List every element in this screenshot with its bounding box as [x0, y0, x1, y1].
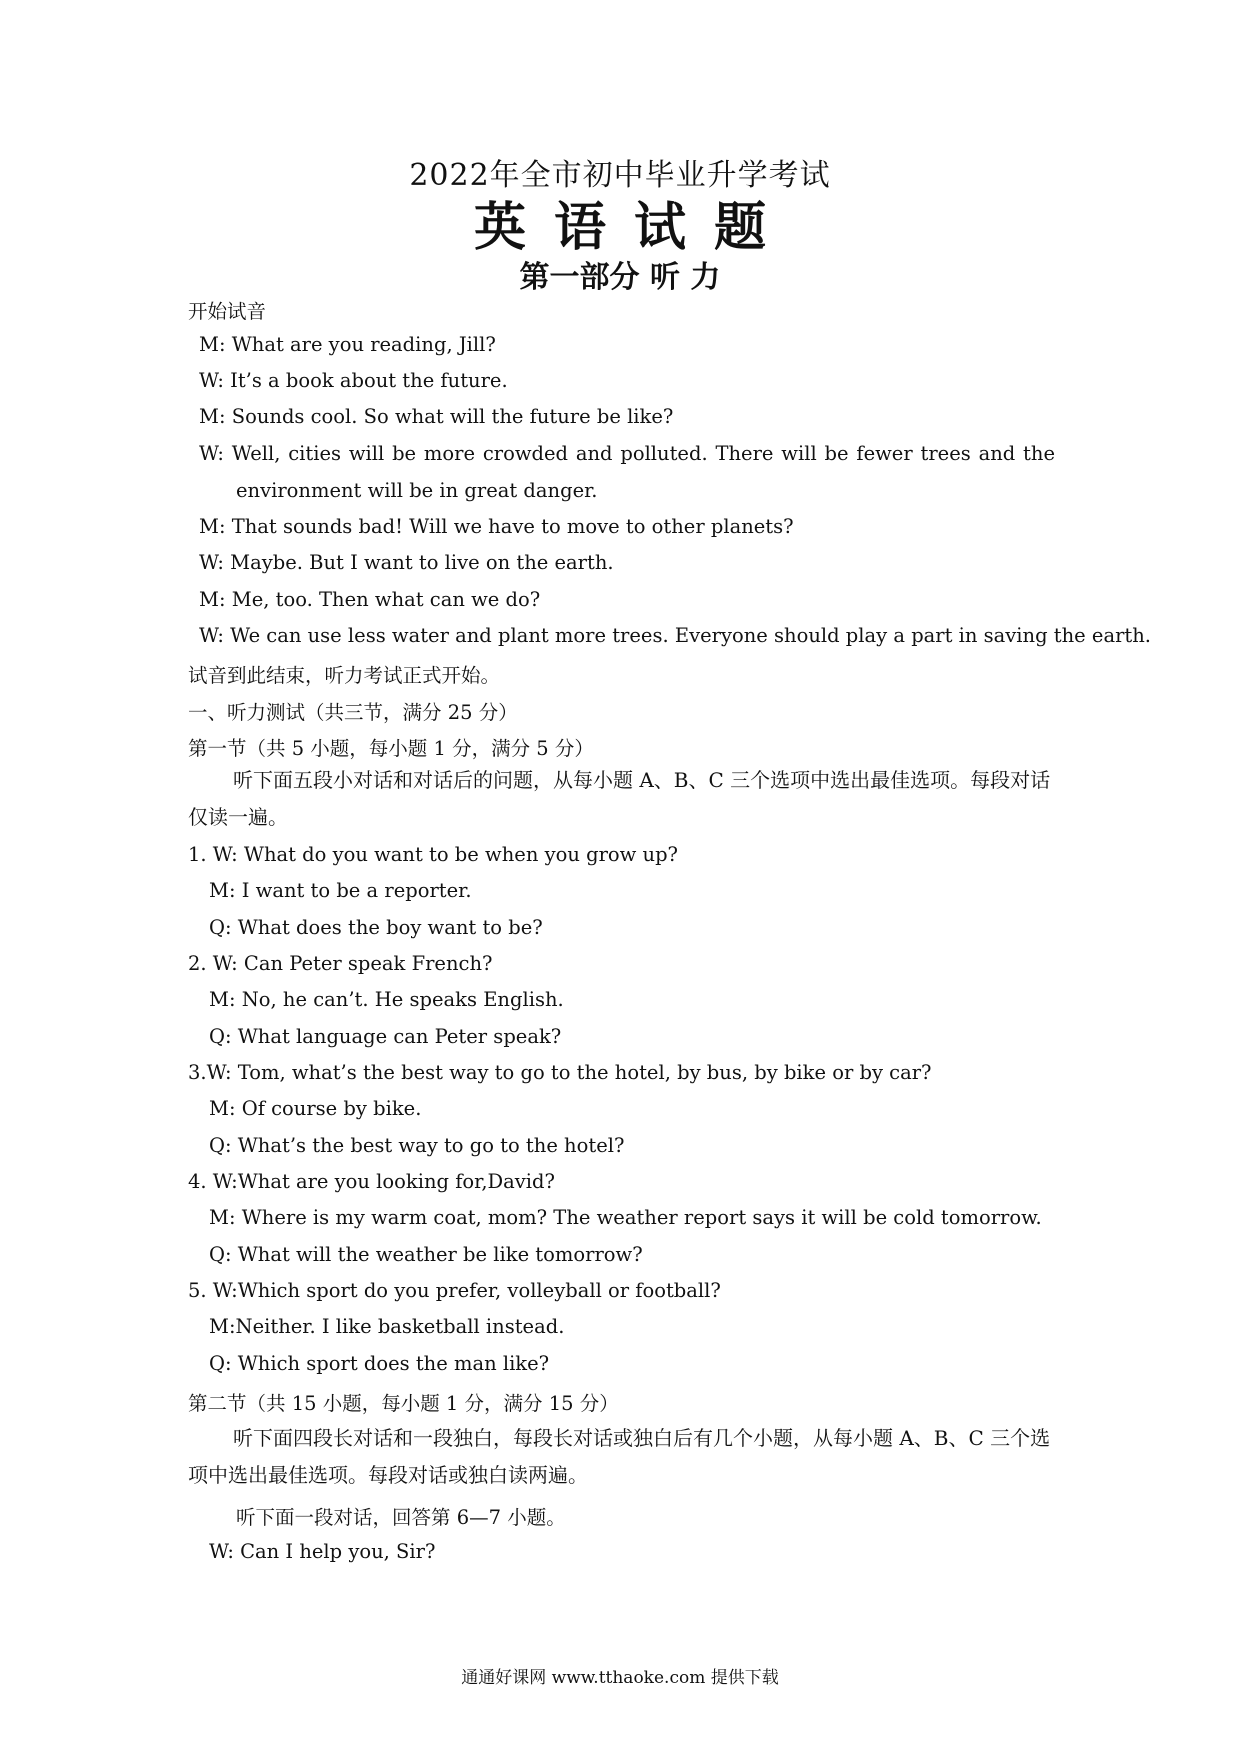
subject-title: [0, 185, 1240, 260]
dialogue-line: W: Can I help you, Sir?: [209, 1540, 436, 1563]
part2-instruction: 听下面四段长对话和一段独白，每段长对话或独白后有几个小题，从每小题 A、B、C 三个选项中选出最佳选项。每段对话或独白读两遍。: [188, 1426, 1051, 1487]
question-line: M: I want to be a reporter.: [209, 879, 472, 902]
trial-label: 开始试音: [188, 300, 267, 323]
trial-line: M: What are you reading, Jill?: [199, 333, 496, 356]
question-line: Q: What does the boy want to be?: [209, 916, 543, 939]
section-heading: 一、听力测试（共三节，满分 25 分）: [188, 701, 518, 724]
question-line: M: No, he can’t. He speaks English.: [209, 988, 564, 1011]
subject-char: 试: [634, 198, 687, 258]
question-line: 1. W: What do you want to be when you grow up?: [188, 843, 679, 866]
question-line: 4. W:What are you looking for,David?: [188, 1170, 555, 1193]
trial-end: 试音到此结束，听力考试正式开始。: [188, 664, 501, 687]
question-line: Q: What’s the best way to go to the hotel?: [209, 1134, 625, 1157]
question-line: M: Of course by bike.: [209, 1097, 422, 1120]
trial-line: W: Well, cities will be more crowded and polluted. There will be fewer trees and the: [199, 442, 1055, 465]
question-line: 3.W: Tom, what’s the best way to go to the hotel, by bus, by bike or by car?: [188, 1061, 932, 1084]
trial-line: M: That sounds bad! Will we have to move to other planets?: [199, 515, 794, 538]
page-footer: 通通好课网 www.tthaoke.com 提供下载: [461, 1668, 779, 1688]
part1-heading: 第一节（共 5 小题，每小题 1 分，满分 5 分）: [188, 737, 594, 760]
question-line: Q: What will the weather be like tomorrow?: [209, 1243, 643, 1266]
trial-line: W: It’s a book about the future.: [199, 369, 508, 392]
part2-heading: 第二节（共 15 小题，每小题 1 分，满分 15 分）: [188, 1392, 619, 1415]
question-line: M:Neither. I like basketball instead.: [209, 1315, 565, 1338]
trial-line: M: Me, too. Then what can we do?: [199, 588, 541, 611]
subject-char: 英: [473, 198, 526, 258]
subject-char: 题: [714, 198, 767, 258]
trial-line: M: Sounds cool. So what will the future be like?: [199, 405, 674, 428]
trial-line-wrapped: [199, 436, 1055, 509]
question-line: 5. W:Which sport do you prefer, volleyball or football?: [188, 1279, 721, 1302]
subject-char: 语: [553, 198, 606, 258]
question-line: Q: Which sport does the man like?: [209, 1352, 550, 1375]
part1-instruction: 听下面五段小对话和对话后的问题，从每小题 A、B、C 三个选项中选出最佳选项。每段对话仅读一遍。: [188, 768, 1051, 829]
question-line: 2. W: Can Peter speak French?: [188, 952, 493, 975]
trial-line: W: Maybe. But I want to live on the earth.: [199, 551, 614, 574]
trial-line: W: We can use less water and plant more trees. Everyone should play a part in saving the earth.: [199, 624, 1151, 647]
trial-line-continuation: environment will be in great danger.: [236, 478, 598, 502]
dialogue-intro: 听下面一段对话，回答第 6—7 小题。: [236, 1506, 566, 1529]
question-line: Q: What language can Peter speak?: [209, 1025, 562, 1048]
exam-title: 2022年全市初中毕业升学考试: [409, 158, 831, 193]
part-title: 第一部分 听 力: [519, 260, 721, 295]
question-line: M: Where is my warm coat, mom? The weather report says it will be cold tomorrow.: [209, 1206, 1042, 1229]
